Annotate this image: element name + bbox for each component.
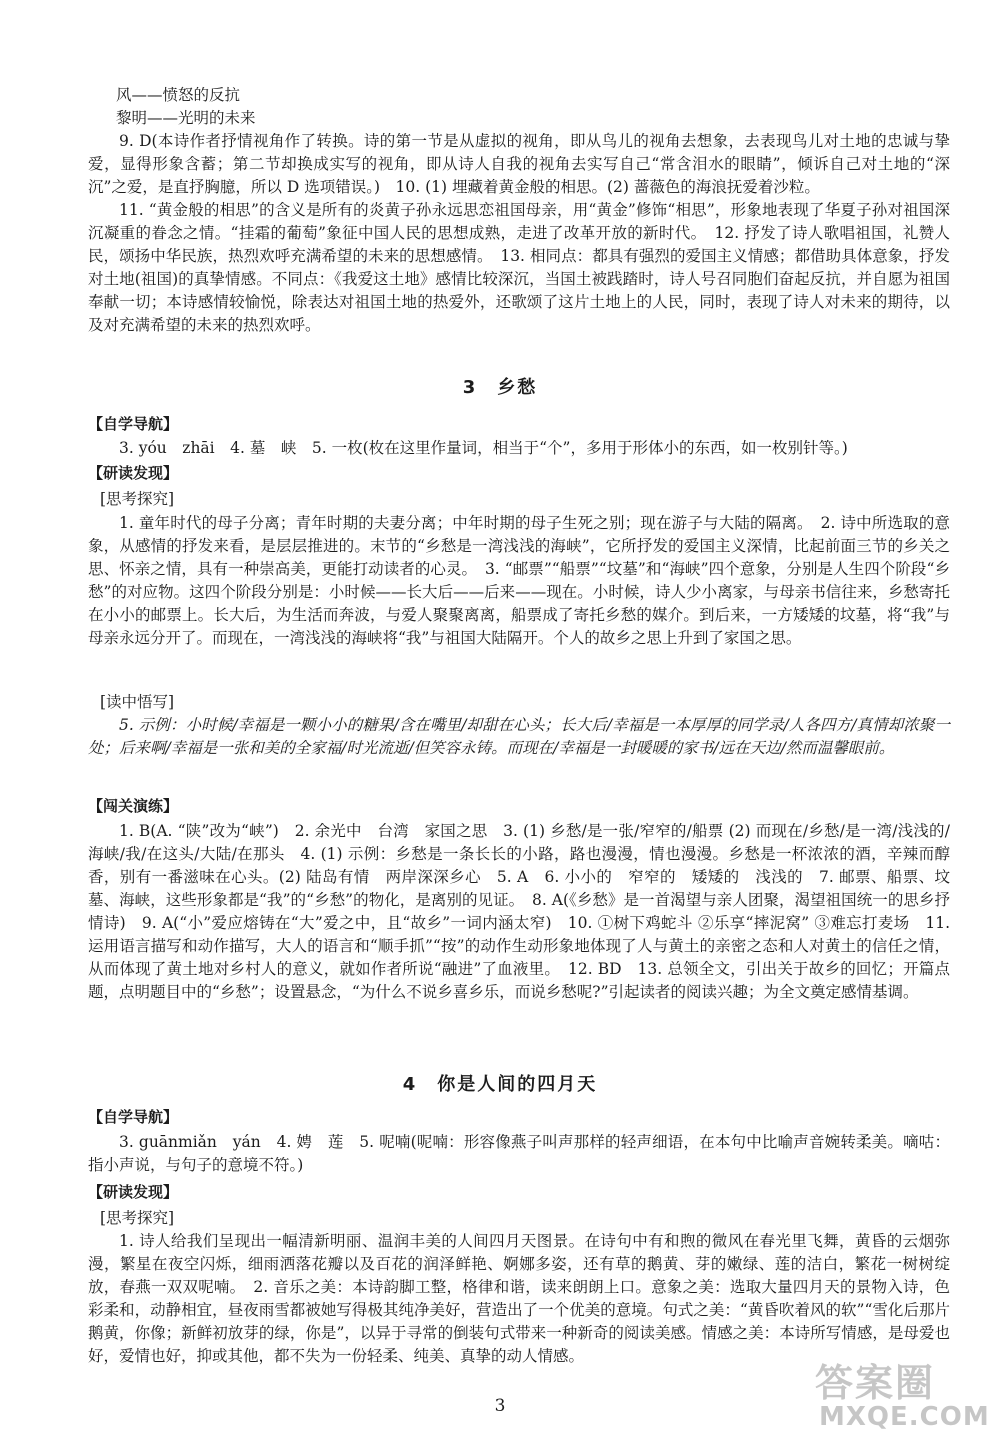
- section-title-3: 3 乡愁: [462, 377, 538, 398]
- section-title-4: 4 你是人间的四月天: [402, 1074, 598, 1095]
- chuangguan-text-3: 1. B(A. “陕”改为“峡”) 2. 余光中 台湾 家国之思 3. (1) 乡愁/是一张/窄窄的/船票 (2) 而现在/乡愁/是一湾/浅浅的/海峡/我/在这头/大陆/在那头 4. (1) 示例：乡愁是一条长长的小路，路也漫漫，情也漫漫。乡愁是一杯浓浓的酒，辛辣而醇香，别有一番滋味在心头。(2) 陆岛有情 两岸深深乡心 5. A 6. 小小的 窄窄的 矮矮的 浅浅的 7. 邮票、船票、坟墓、海峡，这些形象都是“我”的“乡愁”的物化，是离别的见证。 8. A(《乡愁》是一首渴望与亲人团聚，渴望祖国统一的思乡抒情诗) 9. A(“小”爱应熔铸在“大”爱之中，且“故乡”一词内涵太窄) 10. ①树下鸡蛇斗 ②乐享“摔泥窝” ③难忘打麦场 11. 运用语言描写和动作描写，大人的语言和“顺手抓”“按”的动作生动形象地体现了人与黄土的亲密之态和人对黄土的信任之情，从而体现了黄土地对乡村人的意义，就如作者所说“融进”了血液里。 12. BD 13. 总领全文，引出关于故乡的回忆；开篇点题，点明题目中的“乡愁”；设置悬念，“为什么不说乡喜乡乐，而说乡愁呢?”引起读者的阅读兴趣；为全文奠定感情基调。: [88, 822, 950, 1001]
- sikao-text-3: 1. 童年时代的母子分离；青年时期的夫妻分离；中年时期的母子生死之别；现在游子与大陆的隔离。 2. 诗中所选取的意象，从感情的抒发来看，是层层推进的。末节的“乡愁是一湾浅浅的海峡”，它所抒发的爱国主义深情，比起前面三节的乡关之思、怀亲之情，具有一种崇高美，更能打动读者的心灵。 3. “邮票”“船票”“坟墓”和“海峡”四个意象，分别是人生四个阶段“乡愁”的对应物。这四个阶段分别是：小时候——长大后——后来——现在。小时候，诗人少小离家，与母亲书信往来，乡愁寄托在小小的邮票上。长大后，为生活而奔波，与爱人聚聚离离，船票成了寄托乡愁的媒介。到后来，一方矮矮的坟墓，将“我”与母亲永远分开了。而现在，一湾浅浅的海峡将“我”与祖国大陆隔开。个人的故乡之思上升到了家国之思。: [88, 514, 950, 647]
- watermark-text: 答案圈: [815, 1361, 936, 1405]
- poem-line-dawn: 黎明——光明的未来: [116, 109, 256, 127]
- heading-yandu-4: 【研读发现】: [88, 1183, 179, 1201]
- answer-paragraph-11-13: 11. “黄金般的相思”的含义是所有的炎黄子孙永远思恋祖国母亲，用“黄金”修饰“相思”，形象地表现了华夏子孙对祖国深沉凝重的眷念之情。“挂霜的葡萄”象征中国人民的思想成熟，走进了改革开放的新时代。 12. 抒发了诗人歌唱祖国，礼赞人民，颂扬中华民族，热烈欢呼充满希望的未来的思想感情。 13. 相同点：都具有强烈的爱国主义情感；都借助具体意象，抒发对土地(祖国)的真挚情感。不同点：《我爱这土地》感情比较深沉，当国土被践踏时，诗人号召同胞们奋起反抗，并自愿为祖国奉献一切；本诗感情较愉悦，除表达对祖国土地的热爱外，还歌颂了这片土地上的人民，同时，表现了诗人对未来的期待，以及对充满希望的未来的热烈欢呼。: [88, 201, 950, 334]
- heading-zixue-3: 【自学导航】: [88, 415, 179, 433]
- heading-chuangguan-3: 【闯关演练】: [88, 797, 179, 815]
- heading-zixue-4: 【自学导航】: [88, 1108, 179, 1126]
- heading-sikao-4: [思考探究]: [100, 1209, 175, 1227]
- heading-duzhong-3: [读中悟写]: [100, 693, 175, 711]
- poem-line-wind: 风——愤怒的反抗: [116, 86, 241, 104]
- answer-paragraph-9-10: 9. D(本诗作者抒情视角作了转换。诗的第一节是从虚拟的视角，即从鸟儿的视角去想象，去表现鸟儿对土地的忠诚与挚爱，显得形象含蓄；第二节却换成实写的视角，即从诗人自我的视角去实写自己“常含泪水的眼睛”，倾诉自己对土地的“深沉”之爱，是直抒胸臆，所以 D 选项错误。) 10. (1) 埋藏着黄金般的相思。(2) 蔷薇色的海浪抚爱着沙粒。: [88, 132, 950, 196]
- watermark-logo: [815, 1350, 990, 1435]
- zixue-text-3: 3. yóu zhāi 4. 墓 峡 5. 一枚(枚在这里作量词，相当于“个”，多用于形体小的东西，如一枚别针等。): [119, 439, 848, 457]
- zixue-text-4: 3. guānmiǎn yán 4. 娉 莲 5. 呢喃(呢喃：形容像燕子叫声那样的轻声细语，在本句中比喻声音婉转柔美。嘀咕：指小声说，与句子的意境不符。): [88, 1133, 950, 1174]
- heading-yandu-3: 【研读发现】: [88, 464, 179, 482]
- heading-sikao-3: [思考探究]: [100, 490, 175, 508]
- page-number: 3: [494, 1396, 506, 1416]
- watermark-url: MXQE.COM: [819, 1402, 990, 1432]
- duzhong-text-3: 5. 示例：小时候/幸福是一颗小小的糖果/含在嘴里/却甜在心头；长大后/幸福是一本厚厚的同学录/人各四方/真情却浓聚一处；后来啊/幸福是一张和美的全家福/时光流逝/但笑容永铸。而现在/幸福是一封暖暖的家书/远在天边/然而温馨眼前。: [88, 716, 950, 757]
- sikao-text-4: 1. 诗人给我们呈现出一幅清新明丽、温润丰美的人间四月天图景。在诗句中有和煦的微风在春光里飞舞，黄昏的云烟弥漫，繁星在夜空闪烁，细雨洒落花瓣以及百花的润泽鲜艳、婀娜多姿，还有草的鹅黄、芽的嫩绿、莲的洁白，繁花一树树绽放，春燕一双双呢喃。 2. 音乐之美：本诗韵脚工整，格律和谐，读来朗朗上口。意象之美：选取大量四月天的景物入诗，色彩柔和，动静相宜，昼夜雨雪都被她写得极其纯净美好，营造出了一个优美的意境。句式之美：“黄昏吹着风的软”“雪化后那片鹅黄，你像；新鲜初放芽的绿，你是”，以异于寻常的倒装句式带来一种新奇的阅读美感。情感之美：本诗所写情感，是母爱也好，爱情也好，抑或其他，都不失为一份轻柔、纯美、真挚的动人情感。: [88, 1232, 950, 1365]
